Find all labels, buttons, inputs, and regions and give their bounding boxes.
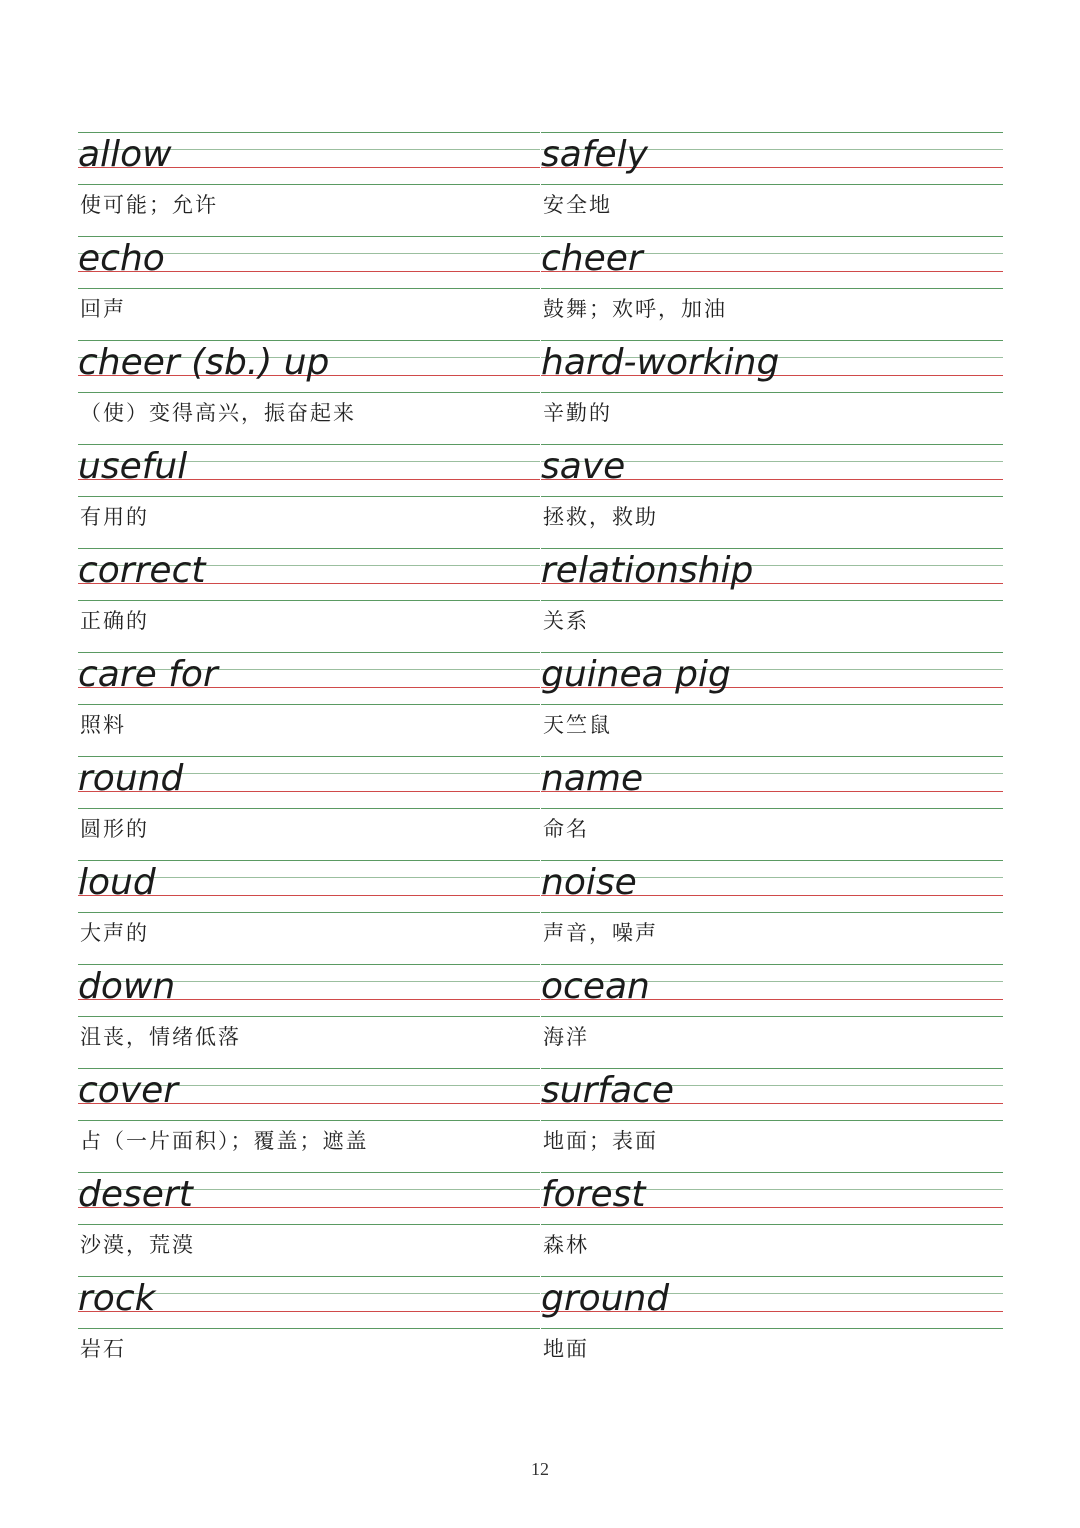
vocab-entry-left xyxy=(78,548,540,652)
vocab-row xyxy=(78,860,1003,964)
guide-line xyxy=(78,1276,540,1277)
vocab-row xyxy=(78,1172,1003,1276)
vocab-entry-left xyxy=(78,860,540,964)
chinese-meaning: 安全地 xyxy=(543,193,612,217)
guide-line xyxy=(541,1172,1003,1173)
english-word: name xyxy=(541,758,644,799)
guide-line xyxy=(541,236,1003,237)
guide-line xyxy=(541,184,1003,185)
english-word: relationship xyxy=(541,550,754,591)
english-word: safely xyxy=(541,134,648,175)
guide-line xyxy=(78,808,540,809)
vocab-row xyxy=(78,1068,1003,1172)
guide-line xyxy=(541,600,1003,601)
guide-line xyxy=(78,132,540,133)
english-word: ocean xyxy=(541,966,650,1007)
vocab-entry-left xyxy=(78,964,540,1068)
vocab-entry-left xyxy=(78,236,540,340)
guide-line xyxy=(541,756,1003,757)
english-word: cheer (sb.) up xyxy=(78,342,330,383)
guide-line xyxy=(541,288,1003,289)
guide-line xyxy=(78,444,540,445)
guide-line xyxy=(541,1068,1003,1069)
chinese-meaning: 正确的 xyxy=(80,609,149,633)
guide-line xyxy=(541,1328,1003,1329)
vocab-row xyxy=(78,964,1003,1068)
chinese-meaning: 天竺鼠 xyxy=(543,713,612,737)
guide-line xyxy=(78,652,540,653)
vocab-entry-left xyxy=(78,756,540,860)
chinese-meaning: 关系 xyxy=(543,609,589,633)
chinese-meaning: 命名 xyxy=(543,817,589,841)
vocab-entry-left xyxy=(78,1172,540,1276)
english-word: surface xyxy=(541,1070,675,1111)
guide-line xyxy=(78,964,540,965)
english-word: cheer xyxy=(541,238,643,279)
guide-line xyxy=(78,236,540,237)
vocab-row xyxy=(78,132,1003,236)
guide-line xyxy=(78,1016,540,1017)
guide-line xyxy=(541,392,1003,393)
chinese-meaning: 照料 xyxy=(80,713,126,737)
vocab-entry-right xyxy=(541,1068,1003,1172)
vocab-entry-right xyxy=(541,236,1003,340)
chinese-meaning: 沮丧，情绪低落 xyxy=(80,1025,241,1049)
guide-line xyxy=(541,912,1003,913)
vocab-entry-right xyxy=(541,444,1003,548)
chinese-meaning: 占（一片面积）；覆盖；遮盖 xyxy=(80,1129,369,1153)
guide-line xyxy=(78,1068,540,1069)
english-word: care for xyxy=(78,654,218,695)
guide-line xyxy=(78,1224,540,1225)
guide-line xyxy=(78,600,540,601)
chinese-meaning: 辛勤的 xyxy=(543,401,612,425)
english-word: ground xyxy=(541,1278,670,1319)
english-word: hard-working xyxy=(541,342,780,383)
vocab-entry-right xyxy=(541,132,1003,236)
chinese-meaning: 回声 xyxy=(80,297,126,321)
chinese-meaning: 地面；表面 xyxy=(543,1129,658,1153)
vocab-row xyxy=(78,652,1003,756)
guide-line xyxy=(541,808,1003,809)
guide-line xyxy=(541,1016,1003,1017)
chinese-meaning: 沙漠，荒漠 xyxy=(80,1233,195,1257)
english-word: echo xyxy=(78,238,165,279)
vocab-entry-right xyxy=(541,1172,1003,1276)
guide-line xyxy=(78,184,540,185)
english-word: desert xyxy=(78,1174,193,1215)
vocab-entry-left xyxy=(78,652,540,756)
english-word: allow xyxy=(78,134,172,175)
english-word: guinea pig xyxy=(541,654,731,695)
vocab-row xyxy=(78,548,1003,652)
guide-line xyxy=(541,1120,1003,1121)
guide-line xyxy=(541,340,1003,341)
chinese-meaning: 地面 xyxy=(543,1337,589,1361)
vocab-entry-left xyxy=(78,444,540,548)
guide-line xyxy=(541,1276,1003,1277)
chinese-meaning: 大声的 xyxy=(80,921,149,945)
guide-line xyxy=(541,444,1003,445)
english-word: save xyxy=(541,446,626,487)
guide-line xyxy=(541,652,1003,653)
guide-line xyxy=(78,756,540,757)
vocab-entry-right xyxy=(541,652,1003,756)
chinese-meaning: 声音，噪声 xyxy=(543,921,658,945)
guide-line xyxy=(78,1120,540,1121)
vocab-entry-right xyxy=(541,1276,1003,1380)
chinese-meaning: 有用的 xyxy=(80,505,149,529)
chinese-meaning: 森林 xyxy=(543,1233,589,1257)
vocab-row xyxy=(78,340,1003,444)
chinese-meaning: 拯救，救助 xyxy=(543,505,658,529)
vocab-row xyxy=(78,236,1003,340)
vocab-entry-right xyxy=(541,964,1003,1068)
chinese-meaning: 海洋 xyxy=(543,1025,589,1049)
vocab-row xyxy=(78,756,1003,860)
english-word: correct xyxy=(78,550,206,591)
chinese-meaning: 岩石 xyxy=(80,1337,126,1361)
page-number: 12 xyxy=(531,1459,549,1479)
vocab-entry-left xyxy=(78,1068,540,1172)
english-word: down xyxy=(78,966,176,1007)
vocab-entry-right xyxy=(541,548,1003,652)
guide-line xyxy=(541,1224,1003,1225)
english-word: rock xyxy=(78,1278,156,1319)
chinese-meaning: 使可能；允许 xyxy=(80,193,218,217)
guide-line xyxy=(541,496,1003,497)
guide-line xyxy=(78,1172,540,1173)
chinese-meaning: 圆形的 xyxy=(80,817,149,841)
guide-line xyxy=(541,964,1003,965)
vocab-entry-left xyxy=(78,340,540,444)
guide-line xyxy=(78,548,540,549)
guide-line xyxy=(541,704,1003,705)
english-word: useful xyxy=(78,446,188,487)
guide-line xyxy=(78,912,540,913)
vocab-row xyxy=(78,1276,1003,1380)
english-word: round xyxy=(78,758,184,799)
guide-line xyxy=(78,340,540,341)
vocab-entry-right xyxy=(541,340,1003,444)
vocab-entry-right xyxy=(541,860,1003,964)
english-word: forest xyxy=(541,1174,646,1215)
english-word: cover xyxy=(78,1070,179,1111)
chinese-meaning: （使）变得高兴，振奋起来 xyxy=(80,401,356,425)
vocab-entry-left xyxy=(78,132,540,236)
guide-line xyxy=(541,548,1003,549)
chinese-meaning: 鼓舞；欢呼，加油 xyxy=(543,297,727,321)
guide-line xyxy=(78,392,540,393)
english-word: loud xyxy=(78,862,156,903)
guide-line xyxy=(78,1328,540,1329)
vocabulary-sheet xyxy=(78,132,1003,1380)
guide-line xyxy=(78,288,540,289)
guide-line xyxy=(78,860,540,861)
vocab-row xyxy=(78,444,1003,548)
guide-line xyxy=(78,704,540,705)
guide-line xyxy=(78,496,540,497)
guide-line xyxy=(541,132,1003,133)
vocab-entry-left xyxy=(78,1276,540,1380)
vocab-entry-right xyxy=(541,756,1003,860)
guide-line xyxy=(541,860,1003,861)
english-word: noise xyxy=(541,862,637,903)
